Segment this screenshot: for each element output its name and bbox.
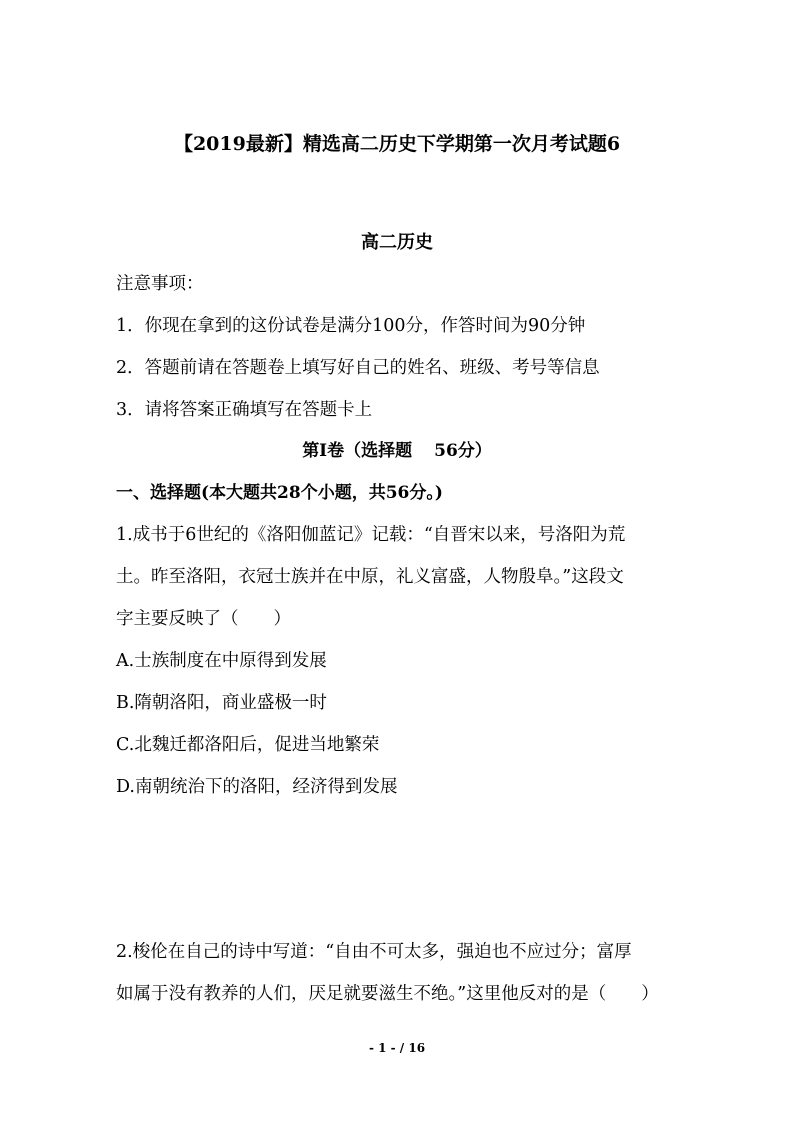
notes-heading: 注意事项： — [116, 274, 204, 294]
question-line: 2.梭伦在自己的诗中写道：“自由不可太多，强迫也不应过分；富厚 — [116, 942, 632, 962]
notes-item: 1．你现在拿到的这份试卷是满分100分，作答时间为90分钟 — [116, 316, 586, 336]
question-line: 土。昨至洛阳，衣冠士族并在中原，礼义富盛，人物殷阜。”这段文 — [116, 567, 624, 587]
answer-option: B.隋朝洛阳，商业盛极一时 — [116, 693, 327, 713]
section-title-prefix: 第Ⅰ卷（选择题 — [302, 441, 413, 461]
subject-heading: 高二历史 — [361, 232, 433, 253]
answer-option: A.士族制度在中原得到发展 — [116, 651, 327, 671]
document-title: 【2019最新】精选高二历史下学期第一次月考试题6 — [173, 133, 621, 155]
page-number: - 1 - / 16 — [368, 1041, 426, 1055]
question-line: 1.成书于6世纪的《洛阳伽蓝记》记载：“自晋宋以来，号洛阳为荒 — [116, 525, 626, 545]
question-line: 字主要反映了（ ） — [116, 609, 291, 629]
notes-item: 2．答题前请在答题卷上填写好自己的姓名、班级、考号等信息 — [116, 358, 600, 378]
answer-option: D.南朝统治下的洛阳，经济得到发展 — [116, 777, 398, 797]
question-type-heading: 一、选择题(本大题共28个小题，共56分。) — [116, 483, 443, 503]
section-title — [0, 439, 794, 463]
answer-option: C.北魏迁都洛阳后，促进当地繁荣 — [116, 735, 380, 755]
question-line: 如属于没有教养的人们，厌足就要滋生不绝。”这里他反对的是（ ） — [116, 984, 659, 1004]
section-title-suffix: 56分） — [434, 441, 492, 461]
notes-item: 3．请将答案正确填写在答题卡上 — [116, 400, 373, 420]
